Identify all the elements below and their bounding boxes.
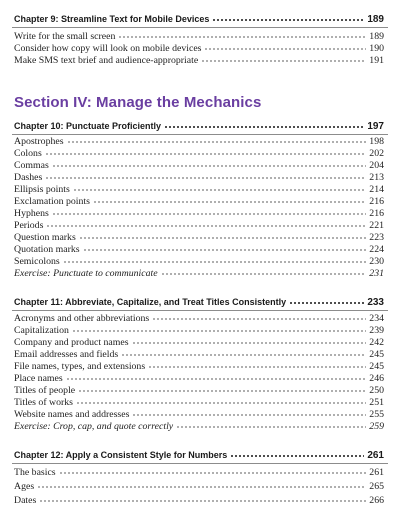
chapter-12-heading bbox=[14, 450, 384, 461]
toc-entry bbox=[14, 136, 384, 147]
chapter-page: 261 bbox=[367, 450, 384, 461]
toc-entry bbox=[14, 208, 384, 219]
toc-entry bbox=[14, 172, 384, 183]
chapter-page: 233 bbox=[367, 297, 384, 308]
entry-title: Capitalization bbox=[14, 325, 69, 336]
chapter-page: 197 bbox=[367, 121, 384, 132]
toc-entry bbox=[14, 349, 384, 360]
dot-leader bbox=[204, 48, 366, 50]
chapter-page: 189 bbox=[367, 14, 384, 25]
chapter-10-heading bbox=[14, 121, 384, 132]
entry-page: 231 bbox=[369, 268, 384, 279]
entry-page: 246 bbox=[369, 373, 384, 384]
toc-entry bbox=[14, 325, 384, 336]
entry-title: Consider how copy will look on mobile devices bbox=[14, 43, 202, 54]
entry-title: File names, types, and extensions bbox=[14, 361, 146, 372]
entry-page: 239 bbox=[369, 325, 384, 336]
dot-leader bbox=[73, 189, 367, 191]
dot-leader bbox=[52, 213, 366, 215]
dot-leader bbox=[132, 342, 367, 344]
entry-page: 250 bbox=[369, 385, 384, 396]
dot-leader bbox=[67, 141, 367, 143]
dot-leader bbox=[78, 390, 366, 392]
entry-page: 204 bbox=[369, 160, 384, 171]
entry-title: Acronyms and other abbreviations bbox=[14, 313, 150, 324]
dot-leader bbox=[161, 273, 367, 275]
section-heading: Section IV: Manage the Mechanics bbox=[14, 94, 262, 111]
entry-page: 198 bbox=[369, 136, 384, 147]
chapter-title: Chapter 12: Apply a Consistent Style for Numbers bbox=[14, 450, 228, 460]
entry-page: 213 bbox=[369, 172, 384, 183]
chapter-11-heading bbox=[14, 297, 384, 308]
toc-entry bbox=[14, 184, 384, 195]
entry-page: 259 bbox=[369, 421, 384, 432]
entry-title: Quotation marks bbox=[14, 244, 80, 255]
entry-page: 245 bbox=[369, 349, 384, 360]
toc-entry bbox=[14, 467, 384, 478]
dot-leader bbox=[212, 19, 364, 21]
toc-entry bbox=[14, 495, 384, 506]
dot-leader bbox=[289, 302, 364, 304]
entry-page: 223 bbox=[369, 232, 384, 243]
entry-title: Make SMS text brief and audience-appropriate bbox=[14, 55, 199, 66]
entry-page: 190 bbox=[369, 43, 384, 54]
entry-title: Exercise: Crop, cap, and quote correctly bbox=[14, 421, 174, 432]
entry-title: Dashes bbox=[14, 172, 43, 183]
entry-title: Exclamation points bbox=[14, 196, 90, 207]
entry-page: 214 bbox=[369, 184, 384, 195]
toc-entry bbox=[14, 361, 384, 372]
toc-entry bbox=[14, 337, 384, 348]
chapter-9-heading bbox=[14, 14, 384, 25]
entry-title: Ages bbox=[14, 481, 35, 492]
entry-title: Titles of works bbox=[14, 397, 73, 408]
entry-page: 265 bbox=[369, 481, 384, 492]
dot-leader bbox=[63, 261, 367, 263]
entry-page: 261 bbox=[369, 467, 384, 478]
entry-page: 242 bbox=[369, 337, 384, 348]
dot-leader bbox=[176, 426, 366, 428]
entry-title: Write for the small screen bbox=[14, 31, 116, 42]
dot-leader bbox=[230, 455, 364, 457]
toc-entry bbox=[14, 409, 384, 420]
toc-entry bbox=[14, 43, 384, 54]
chapter-11-rule bbox=[12, 310, 388, 311]
dot-leader bbox=[45, 177, 366, 179]
dot-leader bbox=[164, 126, 364, 128]
entry-title: Commas bbox=[14, 160, 49, 171]
entry-page: 216 bbox=[369, 208, 384, 219]
entry-title: Titles of people bbox=[14, 385, 76, 396]
entry-page: 266 bbox=[369, 495, 384, 506]
entry-title: Semicolons bbox=[14, 256, 60, 267]
entry-page: 191 bbox=[369, 55, 384, 66]
entry-page: 251 bbox=[369, 397, 384, 408]
entry-title: Place names bbox=[14, 373, 63, 384]
entry-title: The basics bbox=[14, 467, 56, 478]
entry-title: Question marks bbox=[14, 232, 76, 243]
entry-page: 230 bbox=[369, 256, 384, 267]
dot-leader bbox=[148, 366, 366, 368]
entry-title: Email addresses and fields bbox=[14, 349, 119, 360]
chapter-title: Chapter 9: Streamline Text for Mobile Devices bbox=[14, 14, 210, 24]
toc-entry bbox=[14, 481, 384, 492]
dot-leader bbox=[45, 153, 367, 155]
entry-title: Periods bbox=[14, 220, 44, 231]
entry-title: Colons bbox=[14, 148, 42, 159]
toc-entry bbox=[14, 385, 384, 396]
dot-leader bbox=[152, 318, 366, 320]
toc-entry bbox=[14, 31, 384, 42]
chapter-title: Chapter 11: Abbreviate, Capitalize, and Treat Titles Consistently bbox=[14, 297, 287, 307]
dot-leader bbox=[39, 500, 366, 502]
dot-leader bbox=[132, 414, 366, 416]
entry-page: 224 bbox=[369, 244, 384, 255]
dot-leader bbox=[201, 60, 366, 62]
chapter-12-rule bbox=[12, 463, 388, 464]
toc-entry bbox=[14, 397, 384, 408]
chapter-9-rule bbox=[12, 27, 388, 28]
toc-entry bbox=[14, 244, 384, 255]
toc-entry bbox=[14, 256, 384, 267]
entry-title: Exercise: Punctuate to communicate bbox=[14, 268, 158, 279]
entry-page: 202 bbox=[369, 148, 384, 159]
dot-leader bbox=[118, 36, 366, 38]
entry-page: 234 bbox=[369, 313, 384, 324]
entry-page: 221 bbox=[369, 220, 384, 231]
entry-title: Ellipsis points bbox=[14, 184, 70, 195]
dot-leader bbox=[59, 472, 367, 474]
toc-entry bbox=[14, 196, 384, 207]
chapter-title: Chapter 10: Punctuate Proficiently bbox=[14, 121, 162, 131]
entry-title: Hyphens bbox=[14, 208, 49, 219]
dot-leader bbox=[93, 201, 366, 203]
dot-leader bbox=[52, 165, 366, 167]
entry-page: 216 bbox=[369, 196, 384, 207]
toc-entry bbox=[14, 55, 384, 66]
entry-page: 245 bbox=[369, 361, 384, 372]
chapter-10-rule bbox=[12, 134, 388, 135]
toc-exercise-entry bbox=[14, 268, 384, 279]
dot-leader bbox=[121, 354, 366, 356]
dot-leader bbox=[66, 378, 367, 380]
toc-entry bbox=[14, 148, 384, 159]
dot-leader bbox=[76, 402, 366, 404]
toc-exercise-entry bbox=[14, 421, 384, 432]
toc-entry bbox=[14, 220, 384, 231]
toc-entry bbox=[14, 373, 384, 384]
entry-title: Apostrophes bbox=[14, 136, 64, 147]
entry-title: Website names and addresses bbox=[14, 409, 130, 420]
entry-page: 255 bbox=[369, 409, 384, 420]
entry-title: Company and product names bbox=[14, 337, 129, 348]
dot-leader bbox=[83, 249, 367, 251]
dot-leader bbox=[37, 486, 366, 488]
toc-entry bbox=[14, 160, 384, 171]
dot-leader bbox=[72, 330, 366, 332]
entry-title: Dates bbox=[14, 495, 37, 506]
entry-page: 189 bbox=[369, 31, 384, 42]
toc-entry bbox=[14, 232, 384, 243]
dot-leader bbox=[46, 225, 366, 227]
toc-entry bbox=[14, 313, 384, 324]
dot-leader bbox=[79, 237, 367, 239]
